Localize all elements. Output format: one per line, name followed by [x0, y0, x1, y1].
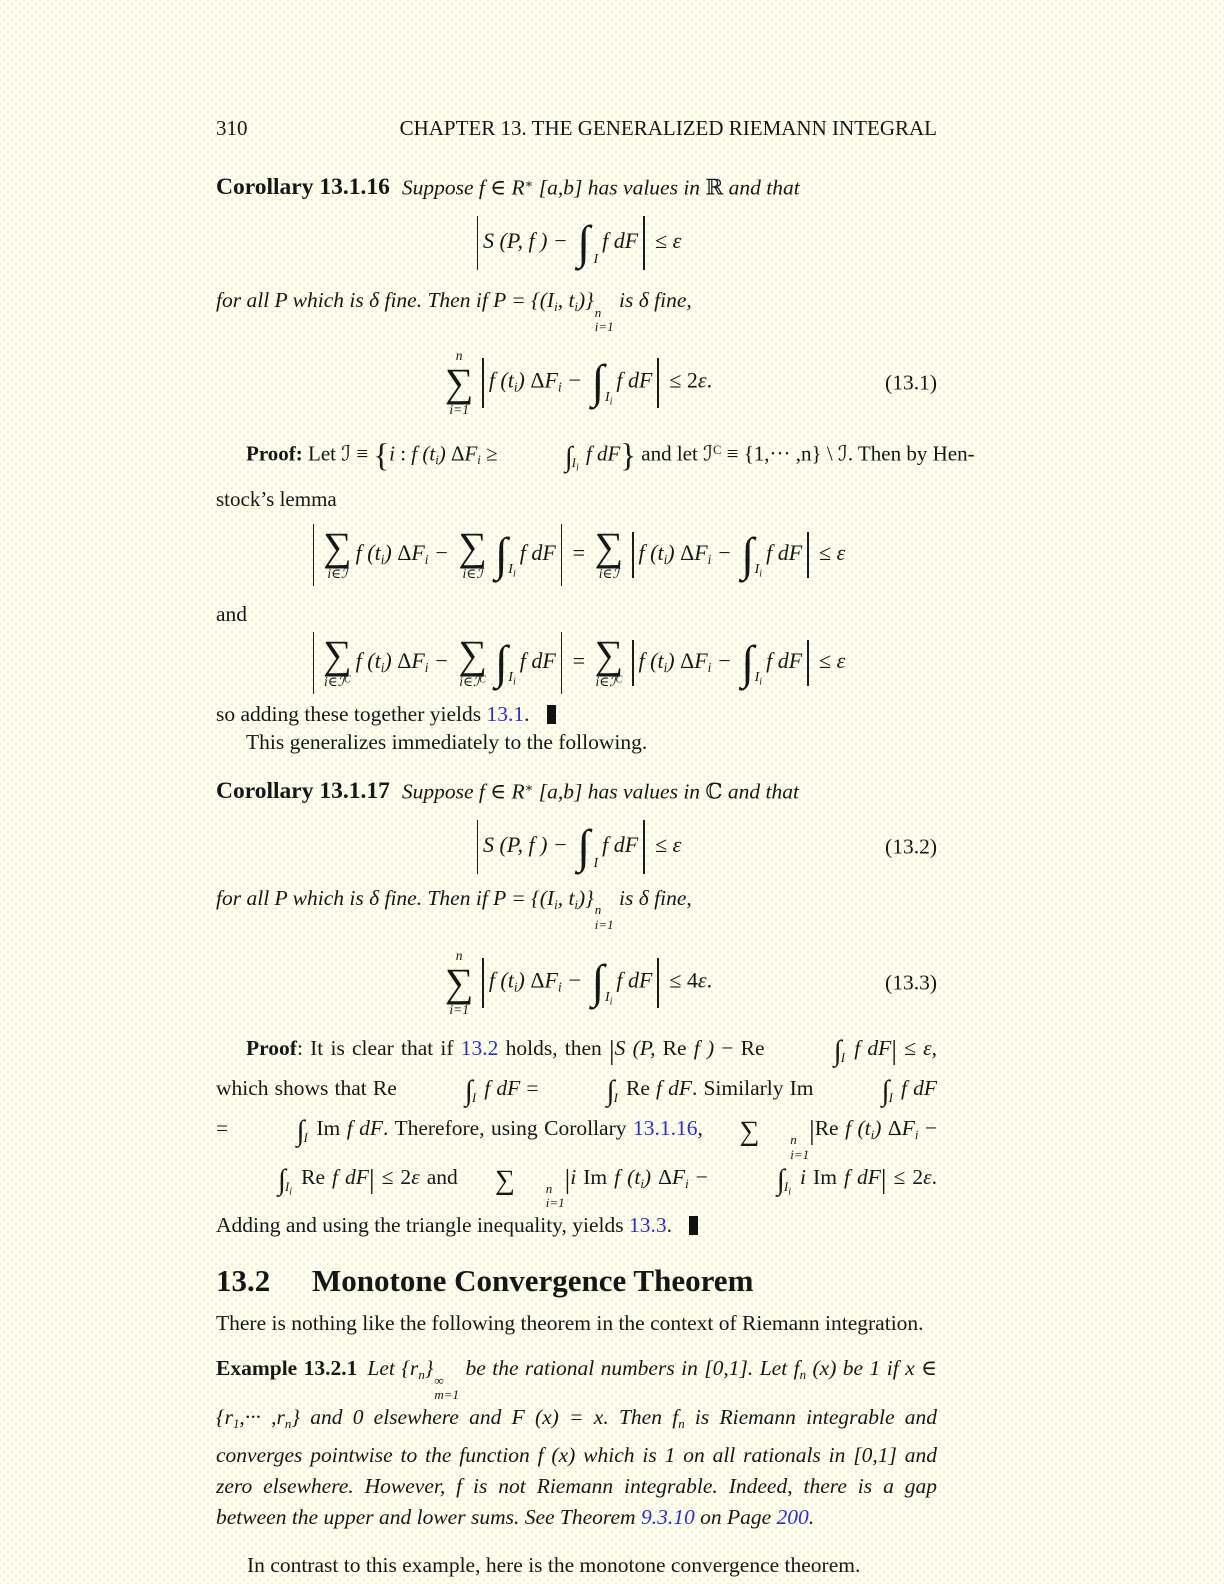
math-token: ≤ 2	[886, 1164, 924, 1189]
math-token: −	[711, 540, 738, 565]
math-token: −	[711, 648, 738, 673]
math-token: ≤ 4	[663, 967, 698, 993]
sum-sign: ∑ i∈ℐ	[458, 524, 487, 582]
math-token: .	[808, 1505, 815, 1530]
math-token: F	[411, 540, 425, 565]
math-token: i	[554, 300, 558, 315]
math-token: S (P, f ) −	[483, 228, 574, 254]
math-token: )	[517, 967, 531, 993]
page-header	[216, 0, 937, 140]
math-token: so adding these together yields	[216, 701, 487, 726]
math-token: i	[380, 551, 385, 567]
math-token: ℐ	[703, 441, 713, 466]
math-token: f dF	[616, 967, 653, 993]
math-token: i	[380, 659, 385, 675]
math-token: )}	[578, 288, 594, 313]
math-token: Δ	[680, 540, 695, 565]
math-token: ℝ	[705, 175, 724, 201]
equation-henstock-bound	[216, 216, 937, 270]
math-token: i	[792, 1164, 814, 1189]
math-token: i	[424, 659, 429, 675]
math-token: f dF	[478, 1076, 521, 1101]
math-token: f dF	[766, 540, 803, 565]
math-token: ≤ 2	[374, 1164, 412, 1189]
math-token: n	[284, 1417, 292, 1432]
math-token: and that	[722, 779, 799, 804]
math-token: Re	[619, 1076, 657, 1101]
integral-sign: $\int_I$	[296, 1115, 308, 1148]
delimiter-bar	[482, 958, 483, 1008]
so-adding-line	[216, 700, 937, 728]
math-token: Proof	[246, 1036, 297, 1061]
math-token: −	[428, 648, 455, 673]
math-token: i	[435, 453, 439, 468]
math-token: S (P,	[614, 1036, 663, 1061]
integral-sign: $\int_{I_i}$	[278, 1164, 293, 1198]
sum-sign: ∑ i∈ℐ$^C$	[458, 632, 487, 690]
math-token: i	[389, 441, 401, 466]
math-token: (x) be 1 if x ∈ {r	[216, 1356, 937, 1430]
delimiter-bar	[313, 524, 314, 586]
math-token: Corollary 13.1.16	[216, 174, 390, 201]
math-token: Re	[814, 1116, 846, 1141]
ref-link[interactable]: 9.3.10	[640, 1505, 695, 1530]
math-token: Example 13.2.1	[216, 1356, 358, 1381]
math-token: f dF	[602, 832, 639, 858]
delimiter-bar: |	[880, 1163, 887, 1195]
math-token: [a,b] has values in	[533, 175, 706, 200]
math-token: for all P which is	[216, 288, 370, 313]
script-limits: n i=1	[594, 304, 614, 334]
math-token: f (t	[614, 1164, 641, 1189]
math-token: i	[477, 453, 481, 468]
math-token: ε	[836, 540, 846, 565]
math-token: Δ	[680, 648, 695, 673]
math-token: −	[561, 967, 588, 993]
math-token: Δ	[397, 540, 412, 565]
math-token: F	[464, 441, 478, 466]
math-token: be the rational numbers in [0,1]. Let f	[459, 1356, 800, 1381]
equation-13-2	[216, 820, 937, 874]
math-token: f (t	[355, 648, 381, 673]
math-token: , which shows that Re	[216, 1036, 937, 1101]
math-token: Suppose f ∈ R	[401, 779, 525, 804]
math-token: Im	[813, 1164, 844, 1189]
math-token: and let	[636, 441, 704, 466]
math-token: f dF	[843, 1164, 881, 1189]
math-token: i	[557, 979, 562, 995]
math-token: is δ fine,	[613, 288, 692, 313]
equation-sum-over-I-complement	[216, 632, 937, 694]
math-token: )	[438, 441, 451, 466]
math-token: ℂ	[705, 779, 723, 805]
math-token: f )	[693, 1036, 715, 1061]
math-token: ∗	[524, 177, 534, 191]
math-token: ≤	[896, 1036, 924, 1061]
math-token: f dF	[656, 1076, 692, 1101]
example-13-2-1-paragraph	[216, 1353, 937, 1533]
delimiter-bar	[643, 216, 644, 270]
script-limits: n i=1	[545, 1180, 565, 1211]
math-token: f (t	[488, 967, 514, 993]
math-token: δ	[369, 288, 380, 313]
equation-label-13-1: (13.1)	[885, 370, 937, 395]
math-token: , t	[557, 886, 575, 911]
math-token: f dF	[766, 648, 803, 673]
delimiter-bar	[632, 532, 633, 578]
in-contrast-line: In contrast to this example, here is the monotone convergence theorem.	[247, 1553, 861, 1578]
math-token: 1	[232, 1417, 240, 1432]
integral-sign: $\int_I$	[606, 1075, 618, 1108]
math-token: i	[914, 1127, 919, 1142]
math-token: )	[667, 540, 681, 565]
sum-sign: ∑	[494, 1164, 515, 1196]
math-token: n	[799, 1368, 807, 1383]
delimiter-bar	[807, 640, 808, 686]
integral-sign: ∫ $I_i$	[591, 956, 613, 1009]
math-token: )	[517, 367, 531, 393]
math-token: i	[574, 300, 579, 315]
delimiter-bar	[643, 820, 644, 874]
math-token: ε	[697, 367, 707, 393]
sum-sign: ∑ i∈ℐ$^C$	[594, 632, 624, 690]
math-token: f dF	[580, 441, 621, 466]
delimiter-bar	[561, 524, 562, 586]
integral-sign: $\int_{I_i}$	[776, 1164, 791, 1198]
math-token: i	[663, 659, 668, 675]
integral-sign: ∫ $I_i$	[591, 356, 613, 409]
math-token: −	[428, 540, 455, 565]
math-token: . Then by Hen-	[847, 441, 975, 466]
math-token: )	[384, 540, 398, 565]
ref-link[interactable]: 13.2	[460, 1036, 499, 1061]
ref-link[interactable]: 200	[776, 1505, 809, 1530]
math-token: ℐ	[837, 441, 848, 466]
math-token: −	[918, 1116, 938, 1141]
math-token: i	[424, 551, 429, 567]
math-token: )	[384, 648, 398, 673]
math-token: [a,b] has values in	[533, 779, 706, 804]
delimiter-bar	[632, 640, 633, 686]
math-token: f (t	[355, 540, 381, 565]
equation-13-2-row	[216, 820, 937, 874]
math-token: =	[567, 540, 591, 565]
sum-sign: ∑	[739, 1116, 760, 1148]
math-token: Δ	[530, 367, 545, 393]
math-token: f dF	[602, 228, 639, 254]
math-token: f dF	[332, 1164, 369, 1189]
math-token: Δ	[530, 967, 545, 993]
math-token: i	[663, 551, 668, 567]
section-title: Monotone Convergence Theorem	[312, 1263, 754, 1299]
math-token: −	[561, 367, 588, 393]
math-token: Im	[583, 1164, 615, 1189]
math-token: i	[513, 379, 518, 395]
math-token: stock’s lemma	[216, 486, 337, 511]
integral-sign: ∫ $I_i$	[494, 528, 516, 581]
qed-icon	[689, 1216, 698, 1235]
math-token: } and 0 elsewhere and F (x) = x. Then f	[291, 1405, 679, 1430]
qed-icon	[547, 705, 556, 724]
script-limits: n i=1	[594, 902, 614, 932]
math-token: ε	[411, 1164, 420, 1189]
delimiter-bar	[657, 958, 658, 1008]
math-token: holds, then	[498, 1036, 610, 1061]
math-token: {	[373, 437, 390, 474]
math-token: i	[685, 1176, 689, 1191]
integral-sign: $\int_{I_i}$	[564, 441, 579, 474]
math-token: f (t	[488, 367, 514, 393]
math-token: ε	[923, 1036, 932, 1061]
integral-sign: $\int_I$	[833, 1035, 846, 1068]
math-token: i	[640, 1176, 644, 1191]
equation-label-13-3: (13.3)	[885, 970, 937, 995]
math-token: and	[419, 1164, 465, 1189]
math-token: f (t	[411, 441, 436, 466]
math-token: i	[870, 1127, 875, 1142]
math-token: F	[544, 367, 558, 393]
math-token: i	[570, 1164, 584, 1189]
math-token: n	[418, 1368, 425, 1383]
math-token: =	[567, 648, 591, 673]
math-token: −	[688, 1164, 715, 1189]
sum-sign: ∑ i∈ℐ$^C$	[323, 632, 352, 690]
proof-16-line-1	[216, 435, 975, 484]
math-token: =	[216, 1116, 235, 1141]
math-token: . Therefore, using Corollary	[383, 1116, 633, 1141]
delimiter-bar: |	[809, 1115, 815, 1147]
delimiter-bar	[313, 632, 314, 694]
math-token: f dF	[519, 540, 556, 565]
math-token: )}	[578, 886, 594, 911]
sum-sign: n ∑ i=1	[444, 948, 474, 1017]
math-token: ∗	[524, 780, 534, 795]
math-token: .	[666, 1213, 678, 1238]
math-token: , t	[557, 288, 575, 313]
delimiter-bar	[477, 820, 478, 874]
math-token: i	[513, 979, 518, 995]
math-token: ,	[697, 1116, 710, 1141]
math-token: Δ	[450, 441, 465, 466]
math-token: ≤	[813, 540, 837, 565]
math-token: )	[643, 1164, 659, 1189]
math-token: f (t	[638, 540, 664, 565]
math-token: ε	[672, 832, 682, 858]
math-token: ε	[697, 967, 707, 993]
math-token: f dF	[346, 1116, 384, 1141]
math-token: i	[574, 898, 579, 913]
forall-line-2	[216, 884, 937, 932]
math-token: F	[544, 967, 558, 993]
book-page	[216, 0, 975, 1579]
math-token: f dF	[519, 648, 556, 673]
math-token: F	[694, 540, 708, 565]
math-token: and that	[723, 175, 800, 200]
math-token: for all P which is	[216, 886, 370, 911]
ref-link[interactable]: 13.3	[629, 1213, 667, 1238]
math-token: F	[671, 1164, 686, 1189]
math-token: δ	[369, 886, 380, 911]
math-token: ε	[923, 1164, 932, 1189]
math-token: .	[706, 367, 713, 393]
math-token: Corollary 13.1.17	[216, 778, 390, 805]
math-token: i	[707, 551, 712, 567]
generalizes-line: This generalizes immediately to the following.	[246, 729, 648, 754]
math-token: . Adding and using the triangle inequality, yields	[216, 1164, 937, 1238]
equation-sum-over-I	[216, 524, 937, 586]
integral-sign: ∫ $I_i$	[741, 528, 763, 581]
delimiter-bar	[807, 532, 808, 578]
ref-link[interactable]: 13.1	[486, 701, 525, 726]
corollary-13-1-16-heading	[216, 170, 937, 202]
delimiter-bar: |	[609, 1035, 615, 1067]
math-token: Δ	[887, 1116, 902, 1141]
math-token: Δ	[658, 1164, 672, 1189]
integral-sign: ∫ $I_i$	[494, 636, 516, 689]
delimiter-bar: |	[564, 1163, 571, 1195]
math-token: ≤ 2	[663, 367, 698, 393]
ref-link[interactable]: 13.1.16	[632, 1116, 698, 1141]
math-token: =	[520, 1076, 545, 1101]
math-token: }	[424, 1356, 434, 1381]
math-token: is δ fine,	[613, 886, 692, 911]
math-token: i	[554, 898, 558, 913]
delimiter-bar	[477, 216, 478, 270]
integral-sign: ∫ $I_i$	[741, 636, 763, 689]
math-token: f dF	[894, 1076, 937, 1101]
integral-sign: $\int_I$	[881, 1075, 893, 1108]
math-token: Suppose f ∈ R	[401, 175, 525, 200]
delimiter-bar: |	[891, 1035, 897, 1067]
math-token: ≤	[813, 648, 837, 673]
corollary-13-1-17-heading	[216, 774, 937, 806]
math-token: ≥	[480, 441, 503, 466]
math-token: F	[411, 648, 425, 673]
math-token: ≤	[649, 228, 673, 254]
math-token: Re	[662, 1036, 694, 1061]
integral-sign: ∫ I	[577, 821, 599, 874]
math-token: . Similarly Im	[691, 1076, 820, 1101]
math-token: f dF	[847, 1036, 892, 1061]
delimiter-bar	[482, 358, 483, 408]
math-token: .	[524, 701, 535, 726]
sum-sign: n ∑ i=1	[444, 348, 474, 417]
math-token: ≡ {1,··· ,n} \	[721, 441, 838, 466]
script-limits: ∞ m=1	[434, 1372, 460, 1402]
math-token: − Re	[714, 1036, 772, 1061]
math-token: Re	[294, 1164, 333, 1189]
forall-line-1	[216, 286, 937, 334]
math-token: n	[678, 1417, 685, 1432]
chapter-running-head: CHAPTER 13. THE GENERALIZED RIEMANN INTEGRAL	[399, 116, 937, 140]
math-token: F	[694, 648, 708, 673]
math-token: S (P, f ) −	[483, 832, 574, 858]
math-token: fine. Then if P = {(I	[379, 886, 555, 911]
delimiter-bar: |	[368, 1163, 375, 1195]
math-token: f dF	[616, 367, 653, 393]
math-token: F	[901, 1116, 915, 1141]
page-number: 310	[216, 116, 248, 140]
math-token: i	[557, 379, 562, 395]
math-token: Let	[302, 441, 342, 466]
equation-13-3-row	[216, 948, 937, 1017]
section-13-2-heading	[216, 1263, 937, 1299]
math-token: :	[400, 441, 412, 466]
math-token: )	[874, 1116, 888, 1141]
equation-13-1-row	[216, 348, 937, 417]
math-token: Let {r	[367, 1356, 419, 1381]
delimiter-bar	[561, 632, 562, 694]
math-token: Proof:	[246, 441, 303, 466]
integral-sign: ∫ I	[577, 217, 599, 270]
proof-16-line-2	[216, 484, 937, 514]
proof-17-paragraph	[216, 1033, 937, 1241]
delimiter-bar	[657, 358, 658, 408]
script-limits: n i=1	[790, 1132, 810, 1162]
math-token: ε	[836, 648, 846, 673]
math-token: is Riemann integrable and converges pointwise to the function f (x) which is 1 on all rationals in [0,1] and zero elsewhere. However, f is not Riemann integrable. Indeed, there is a gap between the upper and lower sums. See Theorem	[216, 1405, 937, 1530]
math-token: .	[706, 967, 713, 993]
math-token: Δ	[397, 648, 412, 673]
math-token: ,··· ,r	[239, 1405, 285, 1430]
equation-13-1	[216, 348, 937, 417]
equation-13-3	[216, 948, 937, 1017]
math-token: ℐ	[341, 441, 352, 466]
sum-sign: ∑ i∈ℐ	[323, 524, 352, 582]
math-token: f (t	[638, 648, 664, 673]
and-connector: and	[216, 601, 248, 626]
math-token: ≡	[351, 441, 374, 466]
math-token: : It is clear that if	[296, 1036, 461, 1061]
math-token: Im	[309, 1116, 347, 1141]
section-number: 13.2	[216, 1263, 271, 1299]
math-token: }	[620, 437, 637, 474]
math-token: f (t	[845, 1116, 871, 1141]
section-intro-line: There is nothing like the following theorem in the context of Riemann integration.	[216, 1311, 924, 1336]
math-token: ≤	[649, 832, 673, 858]
math-token: ε	[672, 228, 682, 254]
math-token: C	[712, 443, 722, 458]
equation-label-13-2: (13.2)	[885, 834, 937, 859]
math-token: on Page	[694, 1505, 777, 1530]
integral-sign: $\int_I$	[464, 1075, 477, 1108]
math-token: fine. Then if P = {(I	[379, 288, 555, 313]
math-token: )	[667, 648, 681, 673]
math-token: i	[707, 659, 712, 675]
sum-sign: ∑ i∈ℐ	[594, 524, 624, 582]
